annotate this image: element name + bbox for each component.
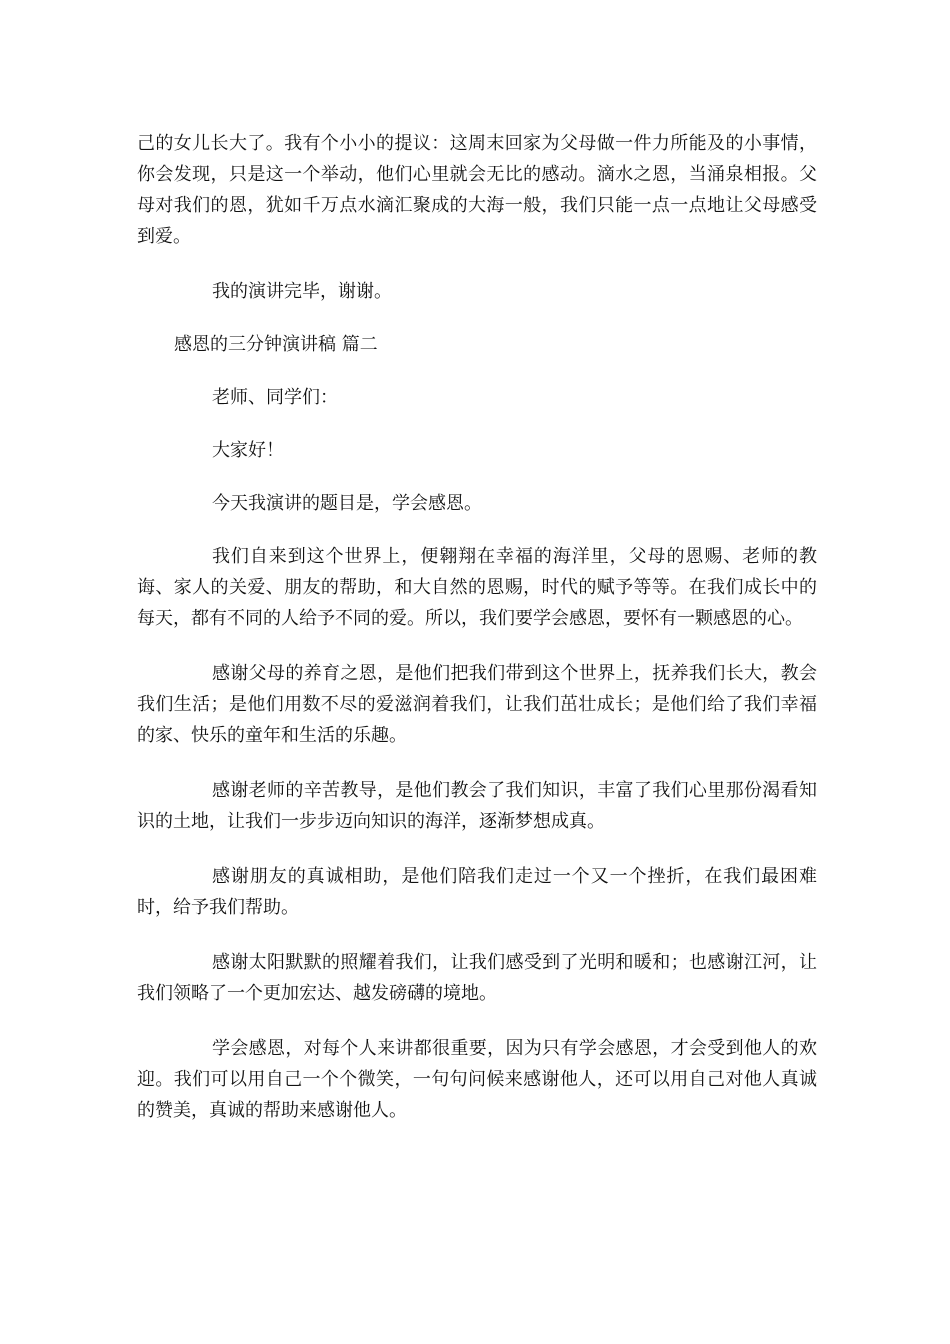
paragraph-thank-friends: 感谢朋友的真诚相助，是他们陪我们走过一个又一个挫折，在我们最困难时，给予我们帮助。 — [137, 866, 817, 918]
document-page — [137, 128, 817, 1150]
paragraph-greeting: 大家好！ — [212, 440, 284, 461]
paragraph-salutation: 老师、同学们： — [212, 387, 338, 408]
paragraph-thank-parents: 感谢父母的养育之恩，是他们把我们带到这个世界上，抚养我们长大，教会我们生活；是他们用数不尽的爱滋润着我们，让我们茁壮成长；是他们给了我们幸福的家、快乐的童年和生活的乐趣。 — [137, 663, 817, 746]
paragraph-thank-nature: 感谢太阳默默的照耀着我们，让我们感受到了光明和暖和；也感谢江河，让我们领略了一个更加宏达、越发磅礴的境地。 — [137, 952, 817, 1004]
paragraph-end-of-speech: 我的演讲完毕，谢谢。 — [212, 281, 392, 302]
paragraph-thank-teachers: 感谢老师的辛苦教导，是他们教会了我们知识，丰富了我们心里那份渴看知识的土地，让我们一步步迈向知识的海洋，逐渐梦想成真。 — [137, 780, 817, 832]
paragraph-intro: 我们自来到这个世界上，便翱翔在幸福的海洋里，父母的恩赐、老师的教诲、家人的关爱、朋友的帮助，和大自然的恩赐，时代的赋予等等。在我们成长中的每天，都有不同的人给予不同的爱。所以，我们要学会感恩，要怀有一颗感恩的心。 — [137, 546, 817, 629]
paragraph-closing-remarks: 己的女儿长大了。我有个小小的提议：这周末回家为父母做一件力所能及的小事情，你会发现，只是这一个举动，他们心里就会无比的感动。滴水之恩，当涌泉相报。父母对我们的恩，犹如千万点水滴汇聚成的大海一般，我们只能一点一点地让父母感受到爱。 — [137, 133, 817, 247]
paragraph-topic: 今天我演讲的题目是，学会感恩。 — [212, 493, 482, 514]
section-heading: 感恩的三分钟演讲稿 篇二 — [174, 334, 378, 355]
paragraph-learn-gratitude: 学会感恩，对每个人来讲都很重要，因为只有学会感恩，才会受到他人的欢迎。我们可以用自己一个个微笑，一句句问候来感谢他人，还可以用自己对他人真诚的赞美，真诚的帮助来感谢他人。 — [137, 1038, 817, 1121]
